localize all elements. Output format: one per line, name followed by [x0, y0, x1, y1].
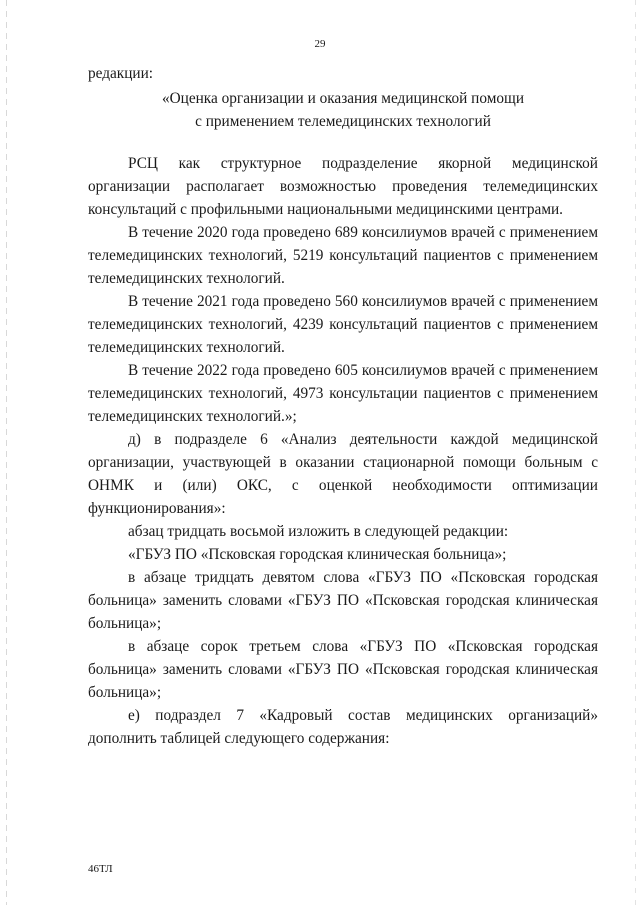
heading-line-1: «Оценка организации и оказания медицинской помощи — [161, 90, 525, 107]
heading-line-2: с применением телемедицинских технологий — [195, 113, 491, 130]
document-body — [88, 152, 598, 750]
paragraph-2020: В течение 2020 года проведено 689 консилиумов врачей с применением телемедицинских технологий, 5219 консультаций пациентов с применением телемедицинских технологий. — [88, 224, 598, 287]
scan-edge-right — [635, 0, 636, 905]
paragraph-abzac-39: в абзаце тридцать девятом слова «ГБУЗ ПО «Псковская городская больница» заменить словами «ГБУЗ ПО «Псковская городская клиническая больница»; — [88, 569, 598, 632]
section-heading — [88, 87, 598, 133]
paragraph-abzac-38: абзац тридцать восьмой изложить в следующей редакции: — [128, 523, 509, 540]
paragraph-abzac-43: в абзаце сорок третьем слова «ГБУЗ ПО «Псковская городская больница» заменить словами «ГБУЗ ПО «Псковская городская клиническая больница»; — [88, 638, 598, 701]
paragraph-rsc: РСЦ как структурное подразделение якорной медицинской организации располагает возможностью проведения телемедицинских консультаций с профильными национальными медицинскими центрами. — [88, 155, 598, 218]
paragraph-subsection-7: е) подраздел 7 «Кадровый состав медицинских организаций» дополнить таблицей следующего содержания: — [88, 707, 598, 747]
paragraph-2022: В течение 2022 года проведено 605 консилиумов врачей с применением телемедицинских технологий, 4973 консультации пациентов с применением телемедицинских технологий.»; — [88, 362, 598, 425]
paragraph-subsection-6: д) в подразделе 6 «Анализ деятельности каждой медицинской организации, участвующей в оказании стационарной помощи больным с ОНМК и (или) ОКС, с оценкой необходимости оптимизации функционирования»: — [88, 431, 598, 517]
paragraph-gbuz-name: «ГБУЗ ПО «Псковская городская клиническая больница»; — [128, 546, 507, 563]
paragraph-2021: В течение 2021 года проведено 560 консилиумов врачей с применением телемедицинских технологий, 4239 консультаций пациентов с применением телемедицинских технологий. — [88, 293, 598, 356]
scan-edge-left — [6, 0, 7, 905]
intro-line: редакции: — [88, 65, 154, 82]
document-code: 46ТЛ — [88, 863, 113, 875]
page-number: 29 — [314, 38, 326, 50]
